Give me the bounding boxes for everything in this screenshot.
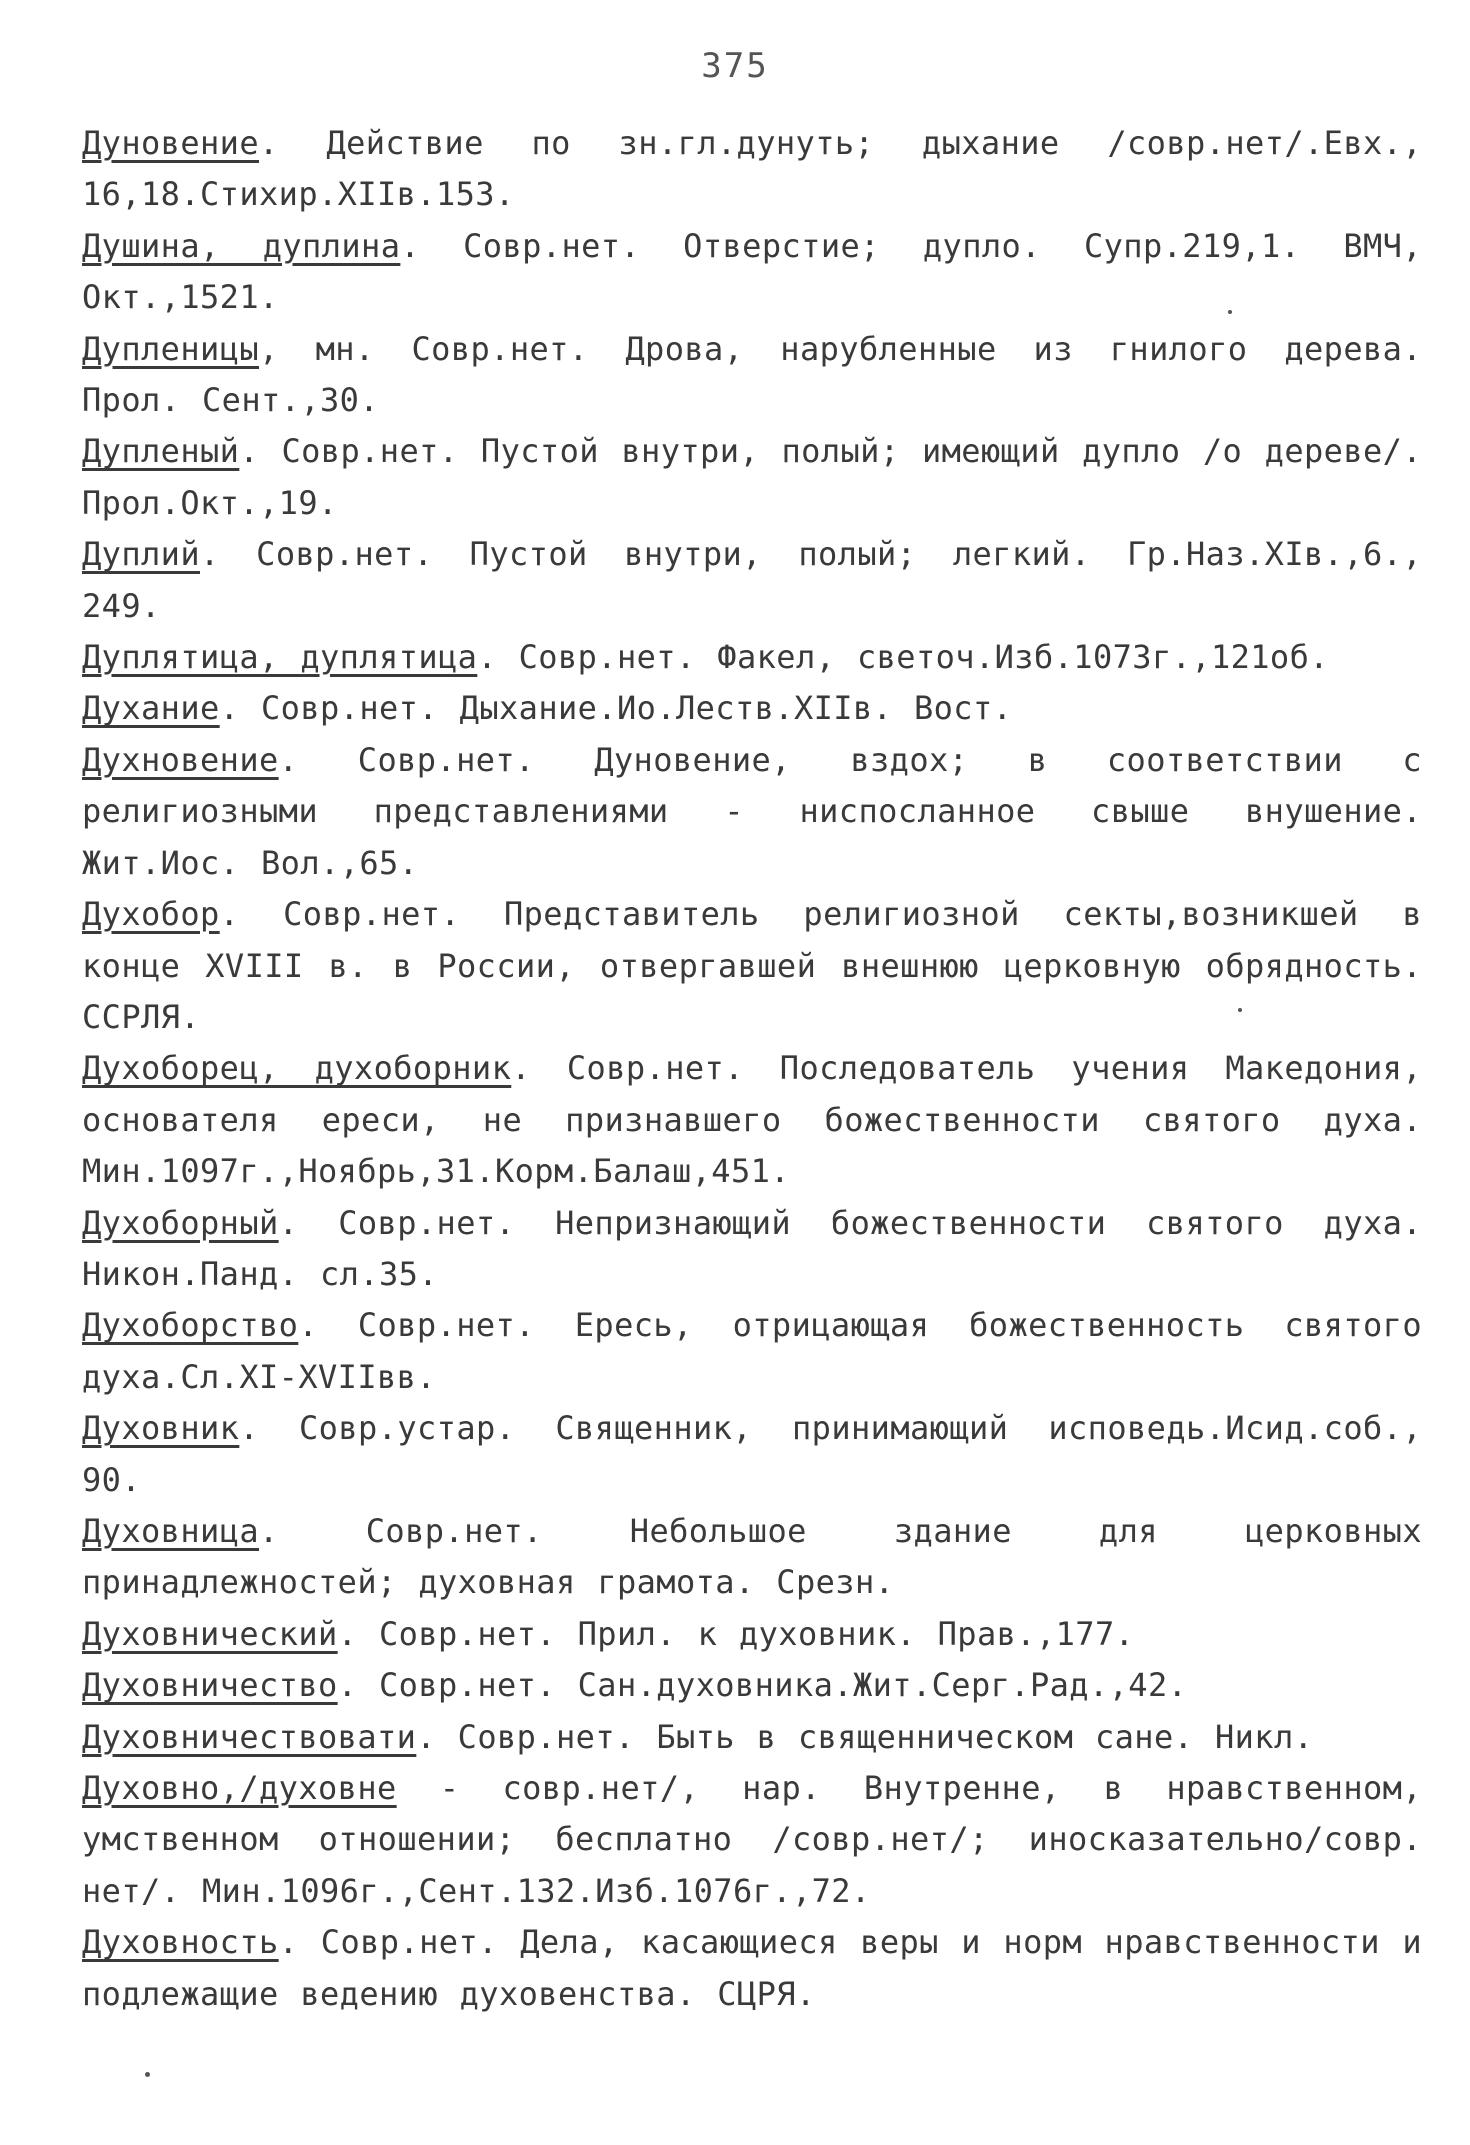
dictionary-entry xyxy=(82,1043,1422,1197)
entry-definition: . Совр.нет. Последователь учения Македония, основателя ереси, не признавшего божественности святого духа. Мин.1097г.,Ноябрь,31.Корм.Балаш,451. xyxy=(82,1049,1422,1191)
entry-definition: - совр.нет/, нар. Внутренне, в нравственном, умственном отношении; бесплатно /совр.нет/; иносказательно/совр. нет/. Мин.1096г.,Сент.132.Изб.1076г.,72. xyxy=(82,1769,1422,1910)
entry-term: Дуновение xyxy=(82,124,259,162)
dictionary-entry xyxy=(82,1660,1422,1711)
dictionary-entry xyxy=(82,1763,1422,1917)
entry-term: Духоборец, духоборник xyxy=(82,1049,512,1088)
entry-definition: . Совр.нет. Ересь, отрицающая божественность святого духа.Сл.XI-XVIIвв. xyxy=(82,1306,1422,1396)
entry-term: Духание xyxy=(82,689,220,728)
dictionary-entry xyxy=(82,1300,1422,1403)
entry-term: Духовничествовати xyxy=(82,1717,417,1756)
entry-term: Духовно,/духовне xyxy=(82,1769,397,1807)
entry-definition: . Совр.нет. Факел, светоч.Изб.1073г.,121об. xyxy=(477,638,1329,677)
dictionary-entry xyxy=(82,221,1422,324)
entry-term: Духовничество xyxy=(82,1666,338,1705)
entry-term: Духовность xyxy=(82,1923,279,1962)
dictionary-entry xyxy=(82,632,1422,683)
entry-term: Духоборство xyxy=(82,1306,299,1345)
entry-term: Дуплятица, дуплятица xyxy=(82,638,478,677)
entry-term: Духоборный xyxy=(82,1203,279,1242)
dictionary-entry xyxy=(82,1506,1422,1609)
dictionary-entry xyxy=(82,426,1422,529)
entry-definition: , мн. Совр.нет. Дрова, нарубленные из гнилого дерева. Прол. Сент.,30. xyxy=(82,329,1422,420)
entry-term: Духовница xyxy=(82,1511,259,1550)
entry-term: Духновение xyxy=(82,740,279,779)
dictionary-entry xyxy=(82,324,1422,427)
entry-definition: . Совр.нет. Отверстие; дупло. Супр.219,1. ВМЧ, Окт.,1521. xyxy=(82,226,1423,317)
dictionary-entry xyxy=(82,1712,1422,1763)
dictionary-entry xyxy=(82,529,1422,632)
dictionary-entry xyxy=(82,1917,1422,2020)
entry-term: Дупленицы xyxy=(82,329,259,368)
entry-definition: . Совр.нет. Пустой внутри, полый; имеющий дупло /о дереве/. Прол.Окт.,19. xyxy=(82,432,1422,522)
entry-definition: . Совр.нет. Дуновение, вздох; в соответствии с религиозными представлениями - ниспосланное свыше внушение. Жит.Иос. Вол.,65. xyxy=(82,740,1422,882)
dictionary-entry xyxy=(82,1403,1422,1506)
dictionary-entry xyxy=(82,889,1422,1043)
entry-term: Дуплий xyxy=(82,535,200,574)
entry-definition: . Совр.нет. Дыхание.Ио.Леств.XIIв. Вост. xyxy=(219,689,1013,728)
dictionary-entries xyxy=(82,118,1422,2020)
dictionary-entry xyxy=(82,118,1422,221)
dictionary-entry xyxy=(82,735,1422,889)
entry-definition: . Совр.нет. Дела, касающиеся веры и норм нравственности и подлежащие ведению духовенства. СЦРЯ. xyxy=(82,1923,1422,2013)
entry-term: Духовнический xyxy=(82,1614,338,1653)
entry-definition: . Совр.нет. Пустой внутри, полый; легкий. Гр.Наз.XIв.,6., 249. xyxy=(82,535,1422,625)
entry-definition: . Совр.нет. Непризнающий божественности святого духа. Никон.Панд. сл.35. xyxy=(82,1203,1422,1293)
entry-term: Душина, дуплина xyxy=(82,226,401,265)
entry-definition: . Совр.нет. Быть в священническом сане. Никл. xyxy=(416,1717,1314,1756)
page-number: 375 xyxy=(701,46,769,86)
entry-definition: . Совр.нет. Представитель религиозной секты,возникшей в конце XVIII в. в России, отвергавшей внешнюю церковную обрядность. ССРЛЯ. xyxy=(82,895,1422,1036)
entry-definition: . Совр.устар. Священник, принимающий исповедь.Исид.соб., 90. xyxy=(82,1409,1422,1499)
entry-term: Духобор xyxy=(82,895,220,934)
entry-term: Духовник xyxy=(82,1409,240,1448)
entry-definition: . Совр.нет. Небольшое здание для церковных принадлежностей; духовная грамота. Срезн. xyxy=(82,1511,1422,1602)
ink-speck xyxy=(1228,310,1232,314)
ink-speck xyxy=(145,2072,150,2077)
dictionary-entry xyxy=(82,1609,1422,1660)
entry-term: Дупленый xyxy=(82,432,240,471)
entry-definition: . Действие по зн.гл.дунуть; дыхание /совр.нет/.Евх., 16,18.Стихир.XIIв.153. xyxy=(82,124,1422,214)
ink-speck xyxy=(1238,1008,1242,1012)
dictionary-entry xyxy=(82,683,1422,734)
entry-definition: . Совр.нет. Прил. к духовник. Прав.,177. xyxy=(337,1614,1135,1653)
entry-definition: . Совр.нет. Сан.духовника.Жит.Серг.Рад.,42. xyxy=(337,1666,1188,1705)
dictionary-entry xyxy=(82,1198,1422,1301)
